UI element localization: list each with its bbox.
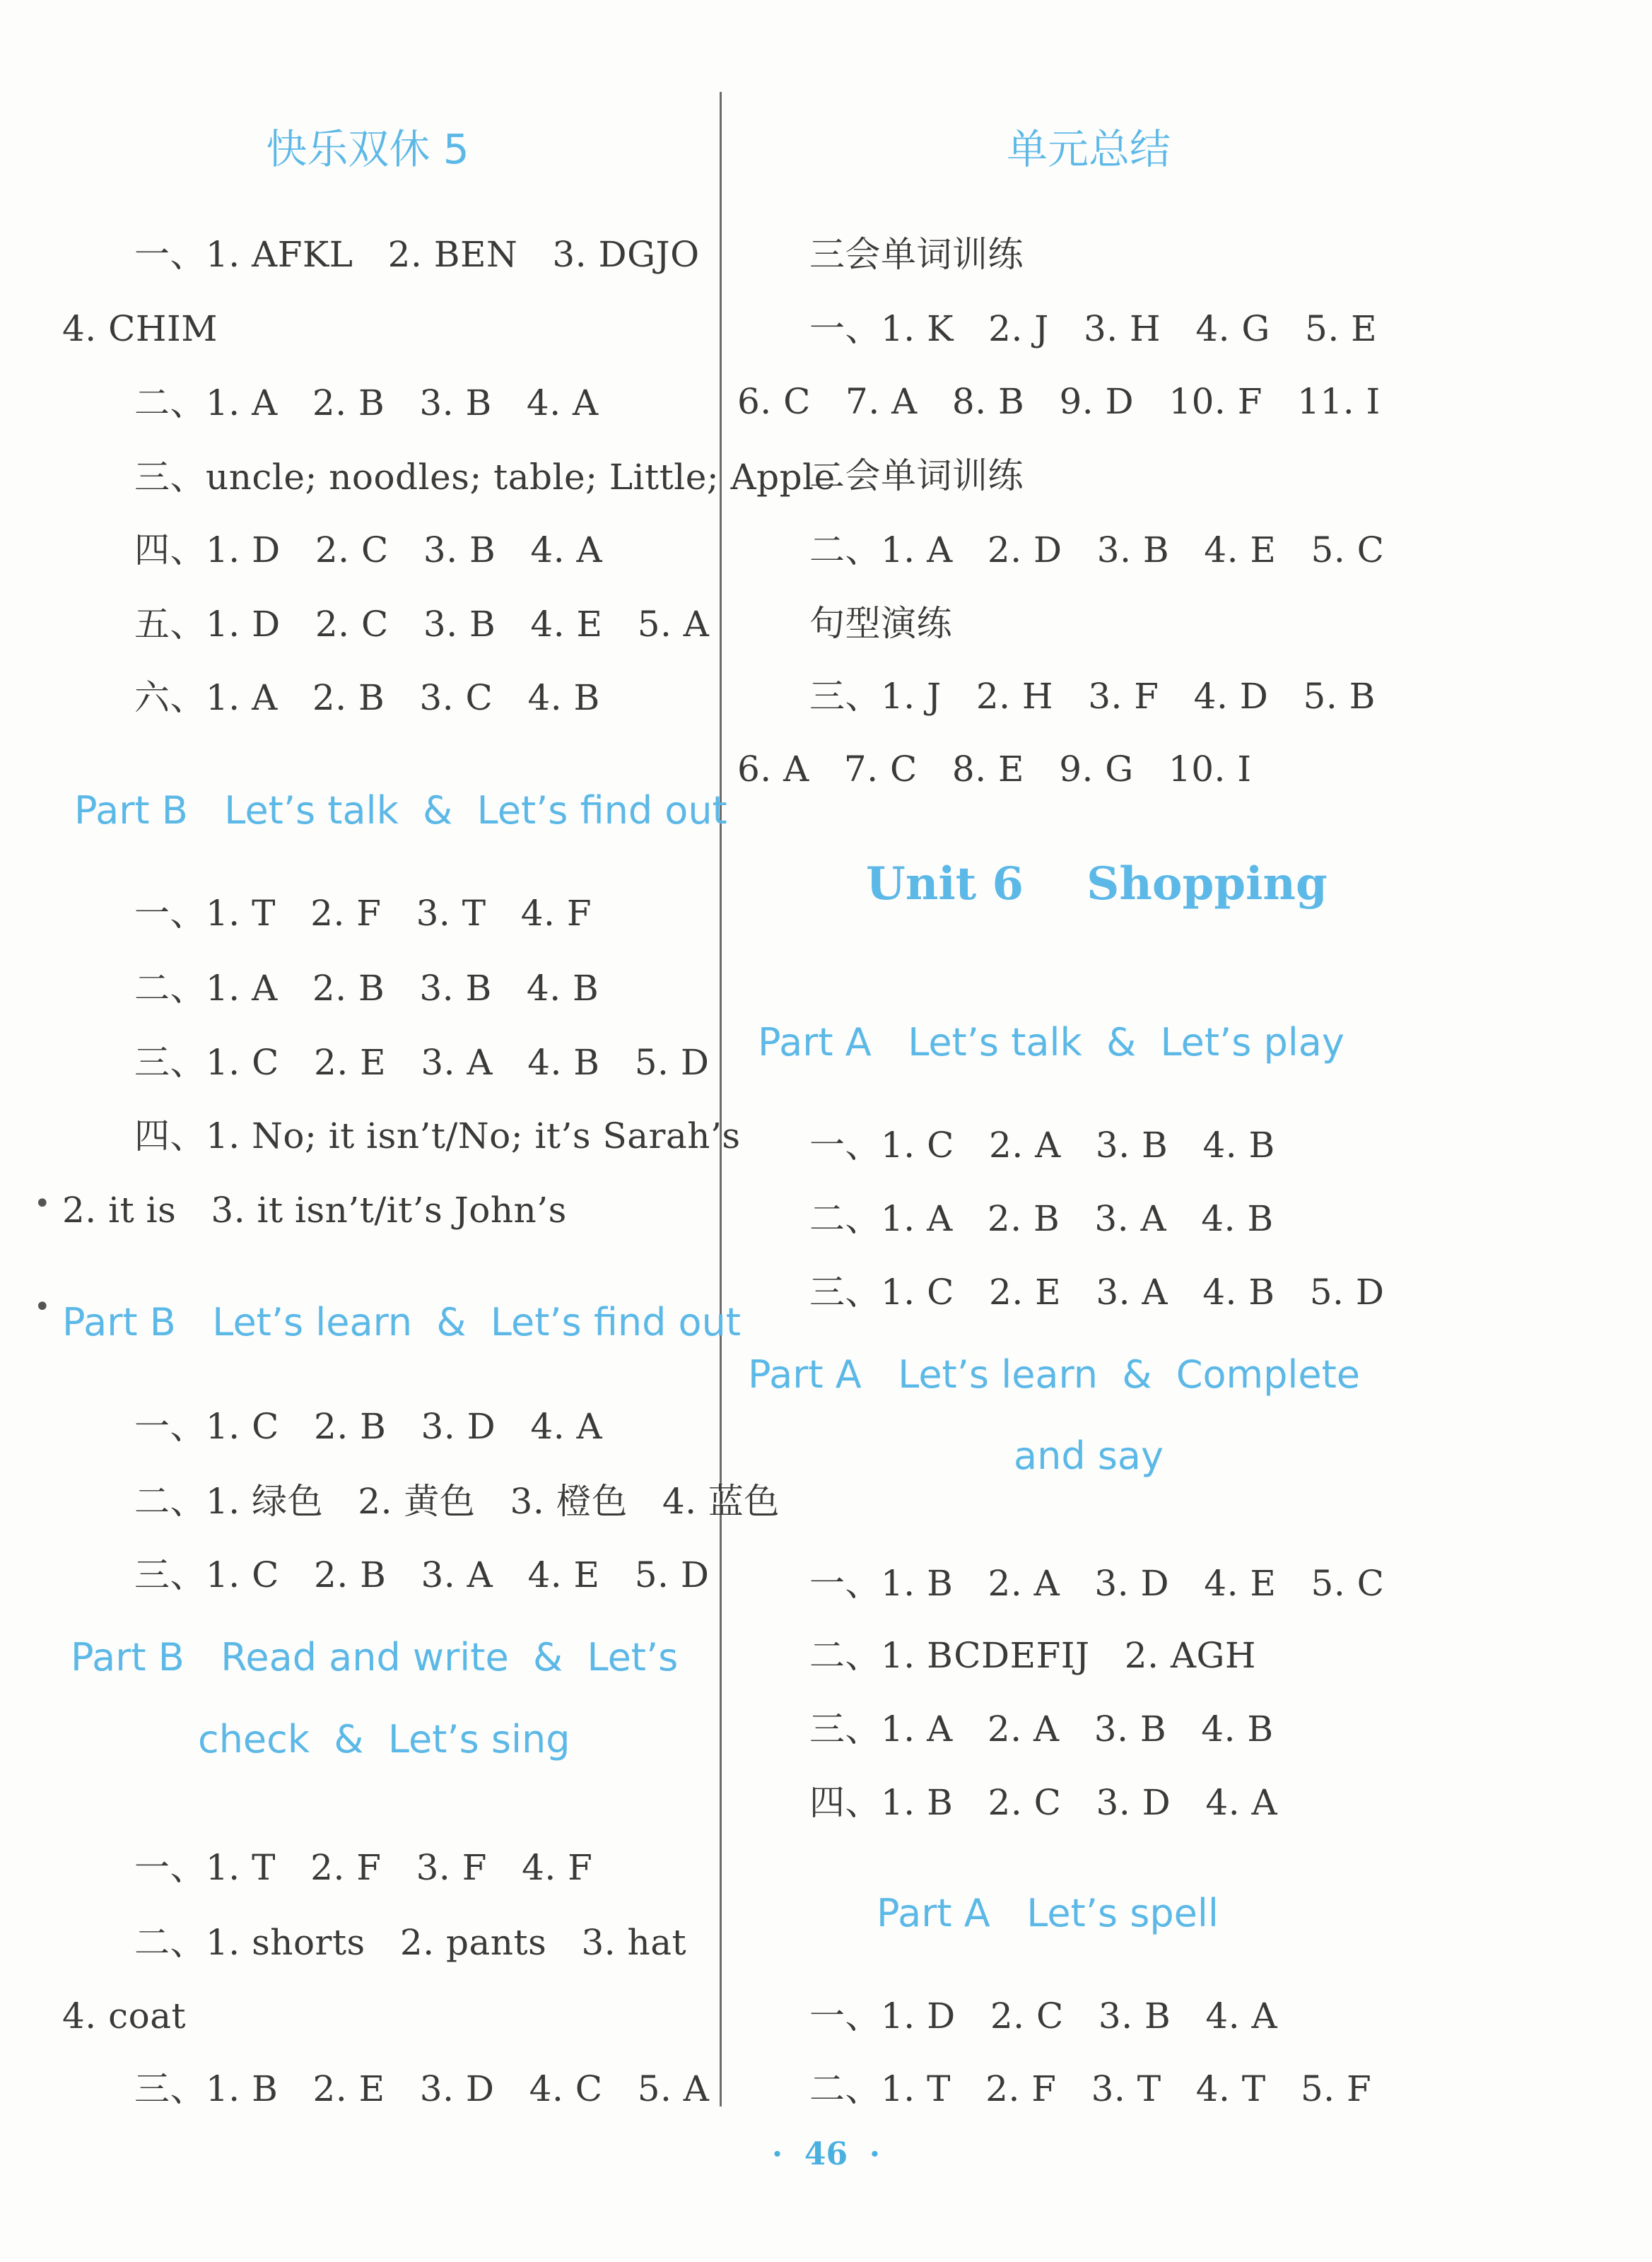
- answer-line: 一、1. AFKL 2. BEN 3. DGJO: [134, 234, 700, 275]
- answer-line: 二、1. A 2. D 3. B 4. E 5. C: [809, 529, 1385, 570]
- answer-line: 6. C 7. A 8. B 9. D 10. F 11. I: [737, 381, 1381, 422]
- answer-line: 四、1. B 2. C 3. D 4. A: [809, 1782, 1278, 1823]
- answer-line: 一、1. K 2. J 3. H 4. G 5. E: [809, 308, 1378, 349]
- answer-line: 一、1. C 2. B 3. D 4. A: [134, 1406, 603, 1447]
- answer-line: 三、1. B 2. E 3. D 4. C 5. A: [134, 2068, 710, 2109]
- answer-line: 6. A 7. C 8. E 9. G 10. I: [737, 749, 1252, 790]
- section-heading-part-a-learn: Part A Let’s learn & Complete: [748, 1352, 1361, 1397]
- subheading-two-skill-words: 二会单词训练: [809, 455, 1024, 496]
- answer-line: 二、1. 绿色 2. 黄色 3. 橙色 4. 蓝色: [134, 1481, 780, 1522]
- page-number-value: 46: [804, 2136, 848, 2172]
- answer-line: 4. CHIM: [62, 308, 218, 349]
- section-heading-part-b-read-write: Part B Read and write & Let’s: [71, 1635, 679, 1680]
- answer-line: 二、1. A 2. B 3. A 4. B: [809, 1198, 1274, 1239]
- answer-line: 三、1. A 2. A 3. B 4. B: [809, 1709, 1274, 1750]
- page-number: · 46 ·: [771, 2136, 881, 2172]
- answer-line: 四、1. No; it isn’t/No; it’s Sarah’s: [134, 1115, 741, 1156]
- answer-line: 三、1. C 2. B 3. A 4. E 5. D: [134, 1554, 710, 1595]
- answer-line: 二、1. A 2. B 3. B 4. A: [134, 382, 599, 423]
- section-heading-happy-weekend: 快乐双休 5: [266, 125, 469, 173]
- section-heading-part-a-talk: Part A Let’s talk & Let’s play: [758, 1020, 1345, 1065]
- answer-line: 四、1. D 2. C 3. B 4. A: [134, 529, 603, 570]
- answer-line: 六、1. A 2. B 3. C 4. B: [134, 677, 600, 718]
- answer-line: 一、1. C 2. A 3. B 4. B: [809, 1125, 1275, 1166]
- subheading-three-skill-words: 三会单词训练: [809, 234, 1024, 275]
- answer-line: 二、1. BCDEFIJ 2. AGH: [809, 1635, 1257, 1676]
- answer-line: 二、1. shorts 2. pants 3. hat: [134, 1922, 687, 1963]
- answer-line: 三、1. C 2. E 3. A 4. B 5. D: [134, 1042, 710, 1083]
- answer-line: 一、1. B 2. A 3. D 4. E 5. C: [809, 1563, 1385, 1604]
- section-heading-part-b-learn: Part B Let’s learn & Let’s find out: [62, 1300, 741, 1344]
- section-heading-part-b-talk: Part B Let’s talk & Let’s find out: [74, 788, 727, 833]
- section-heading-part-a-spell: Part A Let’s spell: [877, 1891, 1219, 1935]
- answer-line: 一、1. T 2. F 3. T 4. F: [134, 893, 592, 934]
- section-heading-part-a-learn-cont: and say: [1014, 1434, 1164, 1478]
- answer-line: 二、1. A 2. B 3. B 4. B: [134, 968, 599, 1009]
- answer-line: 三、1. J 2. H 3. F 4. D 5. B: [809, 676, 1376, 717]
- answer-line: 三、uncle; noodles; table; Little; Apple: [134, 457, 836, 498]
- answer-line: 4. coat: [62, 1996, 187, 2037]
- section-heading-part-b-read-write-cont: check & Let’s sing: [198, 1717, 570, 1762]
- column-divider: [720, 92, 722, 2106]
- unit-title: Unit 6 Shopping: [866, 857, 1328, 910]
- subheading-sentence-practice: 句型演练: [809, 603, 952, 644]
- bullet-dot: •: [34, 1188, 51, 1220]
- answer-line: 一、1. D 2. C 3. B 4. A: [809, 1996, 1278, 2037]
- answer-line: 2. it is 3. it isn’t/it’s John’s: [62, 1190, 567, 1231]
- answer-line: 五、1. D 2. C 3. B 4. E 5. A: [134, 604, 710, 645]
- answer-line: 三、1. C 2. E 3. A 4. B 5. D: [809, 1272, 1385, 1313]
- bullet-dot: •: [34, 1291, 51, 1323]
- answer-line: 一、1. T 2. F 3. F 4. F: [134, 1847, 593, 1888]
- answer-line: 二、1. T 2. F 3. T 4. T 5. F: [809, 2068, 1372, 2109]
- section-heading-unit-summary: 单元总结: [1006, 125, 1171, 173]
